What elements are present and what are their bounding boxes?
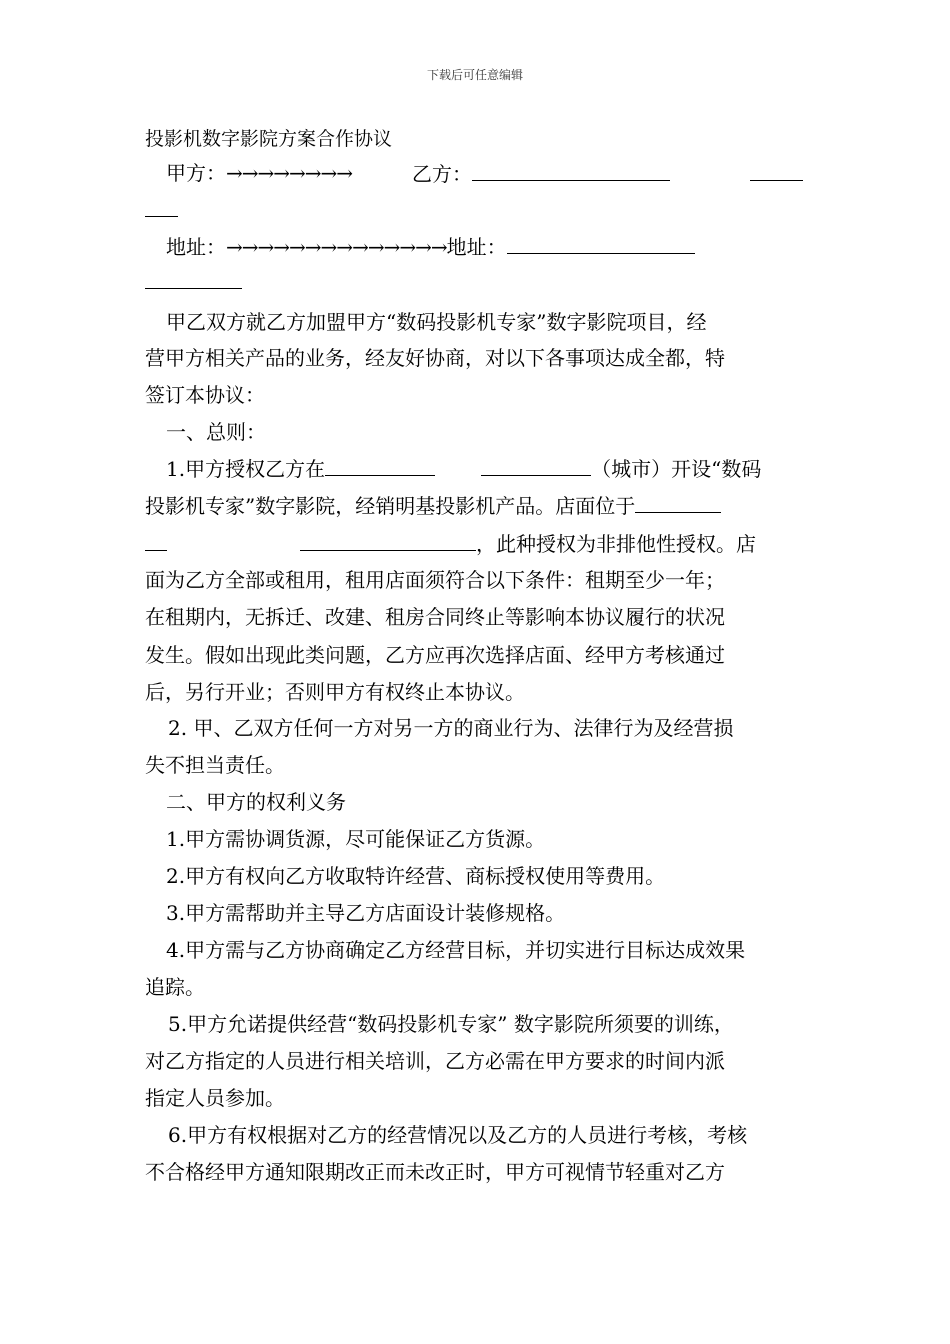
intro-line-1: 甲乙双方就乙方加盟甲方“数码投影机专家”数字影院项目，经 bbox=[166, 310, 707, 334]
city-blank-1 bbox=[325, 455, 435, 476]
clause-1-line-3 bbox=[145, 530, 756, 557]
party-b-line bbox=[412, 160, 670, 187]
a-clause-5-line-1: 5.甲方允诺提供经营“数码投影机专家” 数字影院所须要的训练， bbox=[168, 1012, 734, 1036]
clause-1-line-6: 发生。假如出现此类问题，乙方应再次选择店面、经甲方考核通过 bbox=[145, 643, 725, 667]
address-b-blank-wrap bbox=[145, 268, 242, 295]
clause-1-text-a: 1.甲方授权乙方在 bbox=[166, 457, 326, 481]
a-clause-6-line-1: 6.甲方有权根据对乙方的经营情况以及乙方的人员进行考核，考核 bbox=[168, 1123, 748, 1147]
party-a-line bbox=[166, 160, 352, 186]
clause-1-text-b: （城市）开设“数码 bbox=[591, 457, 762, 481]
party-b-blank-wrap bbox=[145, 196, 178, 223]
a-clause-5-line-3: 指定人员参加。 bbox=[145, 1086, 285, 1110]
intro-line-2: 营甲方相关产品的业务，经友好协商，对以下各事项达成全都，特 bbox=[145, 346, 725, 370]
clause-1-text-c: 投影机专家”数字影院，经销明基投影机产品。店面位于 bbox=[145, 494, 636, 518]
party-b-blank bbox=[472, 160, 670, 181]
store-location-blank-wrap bbox=[145, 530, 167, 551]
address-b-blank-wrap-line bbox=[145, 268, 242, 289]
clause-2-line-2: 失不担当责任。 bbox=[145, 753, 285, 777]
document-title: 投影机数字影院方案合作协议 bbox=[145, 128, 393, 150]
intro-line-3: 签订本协议： bbox=[145, 383, 265, 407]
address-a-label: 地址： bbox=[166, 235, 226, 259]
store-location-blank-2 bbox=[300, 530, 476, 551]
a-clause-5-line-2: 对乙方指定的人员进行相关培训，乙方必需在甲方要求的时间内派 bbox=[145, 1049, 725, 1073]
party-a-value: →→→→→→→→ bbox=[226, 161, 353, 185]
a-clause-1: 1.甲方需协调货源，尽可能保证乙方货源。 bbox=[166, 827, 546, 851]
a-clause-2: 2.甲方有权向乙方收取特许经营、商标授权使用等费用。 bbox=[166, 864, 666, 888]
a-clause-3: 3.甲方需帮助并主导乙方店面设计装修规格。 bbox=[166, 901, 566, 925]
address-a-value: →→→→→→→→→→→→→→ bbox=[226, 235, 447, 259]
clause-1-line-7: 后，另行开业；否则甲方有权终止本协议。 bbox=[145, 680, 525, 704]
party-b-blank-tail bbox=[750, 160, 803, 187]
clause-1-line-5: 在租期内，无拆迁、改建、租房合同终止等影响本协议履行的状况 bbox=[145, 605, 725, 629]
a-clause-4-line-2: 追踪。 bbox=[145, 975, 205, 999]
a-clause-6-line-2: 不合格经甲方通知限期改正而未改正时，甲方可视情节轻重对乙方 bbox=[145, 1160, 725, 1184]
address-b-blank bbox=[507, 233, 695, 254]
section-1-heading: 一、总则： bbox=[166, 420, 266, 444]
clause-2-line-1: 2. 甲、乙双方任何一方对另一方的商业行为、法律行为及经营损 bbox=[168, 716, 734, 740]
party-a-label: 甲方： bbox=[166, 161, 226, 185]
clause-1-line-4: 面为乙方全部或租用，租用店面须符合以下条件：租期至少一年； bbox=[145, 568, 725, 592]
section-2-heading: 二、甲方的权利义务 bbox=[166, 790, 346, 814]
address-line bbox=[166, 233, 695, 260]
clause-1-line-2 bbox=[145, 492, 721, 519]
address-b-label: 地址： bbox=[446, 235, 507, 259]
party-b-blank-wrap-line bbox=[145, 196, 178, 217]
a-clause-4-line-1: 4.甲方需与乙方协商确定乙方经营目标，并切实进行目标达成效果 bbox=[166, 938, 746, 962]
clause-1-line-1 bbox=[166, 455, 761, 482]
clause-1-text-d: ，此种授权为非排他性授权。店 bbox=[476, 532, 756, 556]
party-b-label: 乙方： bbox=[412, 162, 472, 186]
city-blank-2 bbox=[481, 455, 591, 476]
party-b-blank-end bbox=[750, 160, 803, 181]
store-location-blank bbox=[635, 492, 721, 513]
page-header: 下载后可任意编辑 bbox=[426, 68, 523, 82]
